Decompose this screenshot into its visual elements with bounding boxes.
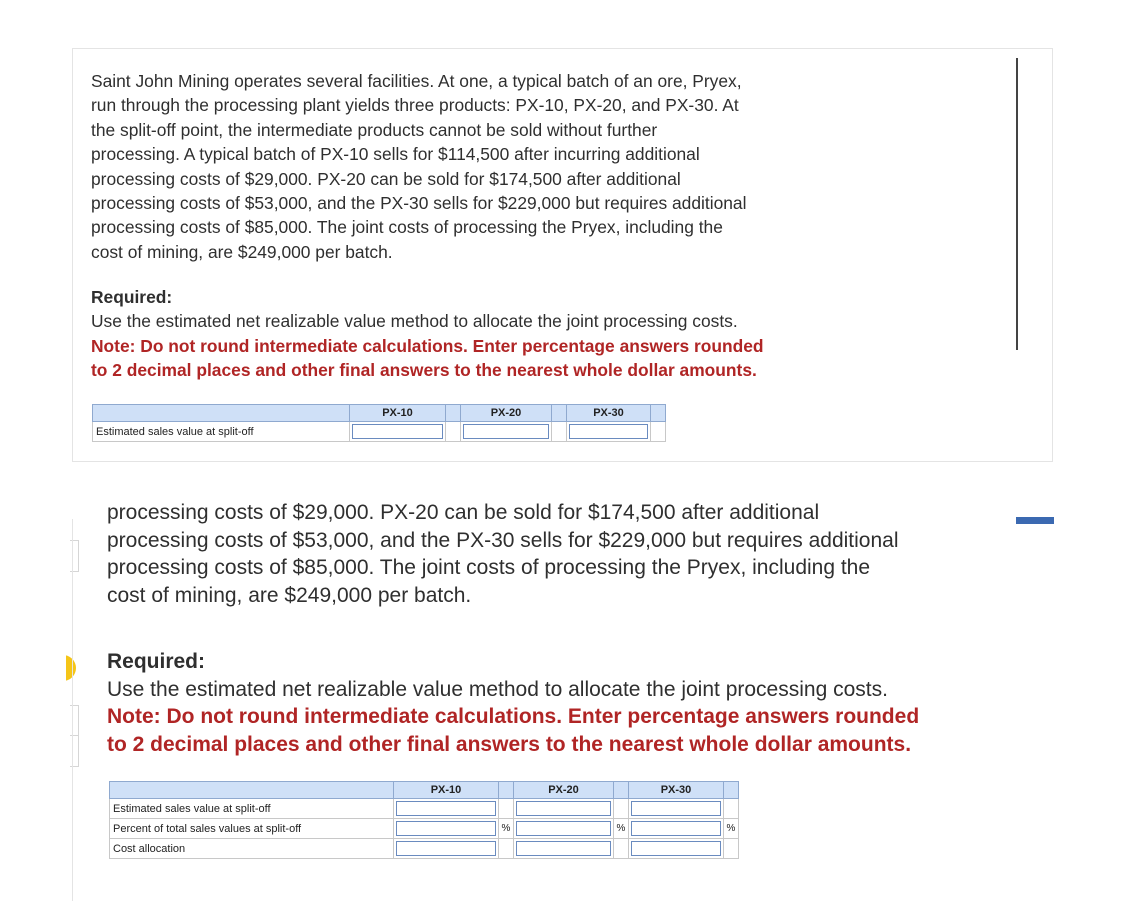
problem-line: processing costs of $85,000. The joint costs of processing the Pryex, including the [91, 217, 723, 238]
note-line: to 2 decimal places and other final answers to the nearest whole dollar amounts. [91, 360, 757, 381]
input-cell [350, 422, 446, 442]
col-header-px30: PX-30 [567, 405, 651, 422]
problem-line: run through the processing plant yields three products: PX-10, PX-20, and PX-30. At [91, 95, 739, 116]
note-line: Note: Do not round intermediate calculations. Enter percentage answers rounded [107, 705, 920, 729]
col-header-px30: PX-30 [629, 782, 724, 799]
sales-value-px20-input[interactable] [463, 424, 549, 439]
input-cell [461, 422, 552, 442]
problem-line: processing costs of $85,000. The joint costs of processing the Pryex, including the [107, 556, 871, 580]
problem-line: processing costs of $53,000, and the PX-30 sells for $229,000 but requires additional [107, 528, 899, 552]
problem-statement [91, 69, 891, 264]
problem-line: processing costs of $53,000, and the PX-30 sells for $229,000 but requires additional [91, 193, 747, 214]
header-blank [93, 405, 350, 422]
col-header-px20: PX-20 [461, 405, 552, 422]
col-header-px10: PX-10 [394, 782, 499, 799]
percent-sign: % [724, 819, 739, 839]
sales-value-px10-input[interactable] [352, 424, 443, 439]
percent-px30-input[interactable] [631, 821, 721, 836]
row-label: Estimated sales value at split-off [93, 422, 350, 442]
percent-sign: % [614, 819, 629, 839]
cost-allocation-px20-input[interactable] [516, 841, 611, 856]
problem-line: Saint John Mining operates several facilities. At one, a typical batch of an ore, Pryex, [91, 71, 742, 91]
problem-line-clipped: processing costs of $29,000. PX-20 can be sold for $174,500 after additional [107, 501, 820, 524]
problem-line: cost of mining, are $249,000 per batch. [107, 583, 472, 607]
sales-value-px10-input[interactable] [396, 801, 496, 816]
row-label: Estimated sales value at split-off [110, 799, 394, 819]
col-header-px10: PX-10 [350, 405, 446, 422]
note-line: to 2 decimal places and other final answers to the nearest whole dollar amounts. [107, 732, 912, 756]
percent-sign: % [499, 819, 514, 839]
required-title: Required: [107, 650, 206, 673]
note-line: Note: Do not round intermediate calculations. Enter percentage answers rounded [91, 335, 764, 356]
row-label: Percent of total sales values at split-off [110, 819, 394, 839]
cost-allocation-px10-input[interactable] [396, 841, 496, 856]
cost-allocation-px30-input[interactable] [631, 841, 721, 856]
question-panel-top [72, 48, 1053, 462]
problem-line: the split-off point, the intermediate products cannot be sold without further [91, 119, 658, 140]
percent-px10-input[interactable] [396, 821, 496, 836]
allocation-table [109, 781, 739, 859]
required-section [91, 285, 891, 383]
header-blank [110, 782, 394, 799]
problem-statement-zoomed [107, 499, 1007, 609]
required-section-zoomed [107, 648, 1007, 758]
input-cell [567, 422, 651, 442]
percent-px20-input[interactable] [516, 821, 611, 836]
required-text: Use the estimated net realizable value method to allocate the joint processing costs. [107, 677, 888, 701]
problem-line: processing costs of $29,000. PX-20 can be sold for $174,500 after additional [91, 168, 681, 189]
col-header-px20: PX-20 [514, 782, 614, 799]
allocation-table-partial [92, 404, 666, 442]
row-label: Cost allocation [110, 839, 394, 859]
scrollbar[interactable] [1016, 58, 1018, 350]
question-panel-zoomed [72, 501, 1054, 901]
required-text: Use the estimated net realizable value method to allocate the joint processing costs. [91, 311, 738, 332]
problem-line: cost of mining, are $249,000 per batch. [91, 241, 393, 262]
required-title: Required: [91, 287, 173, 307]
sales-value-px30-input[interactable] [631, 801, 721, 816]
problem-line: processing. A typical batch of PX-10 sells for $114,500 after incurring additional [91, 144, 700, 165]
sales-value-px20-input[interactable] [516, 801, 611, 816]
sales-value-px30-input[interactable] [569, 424, 648, 439]
